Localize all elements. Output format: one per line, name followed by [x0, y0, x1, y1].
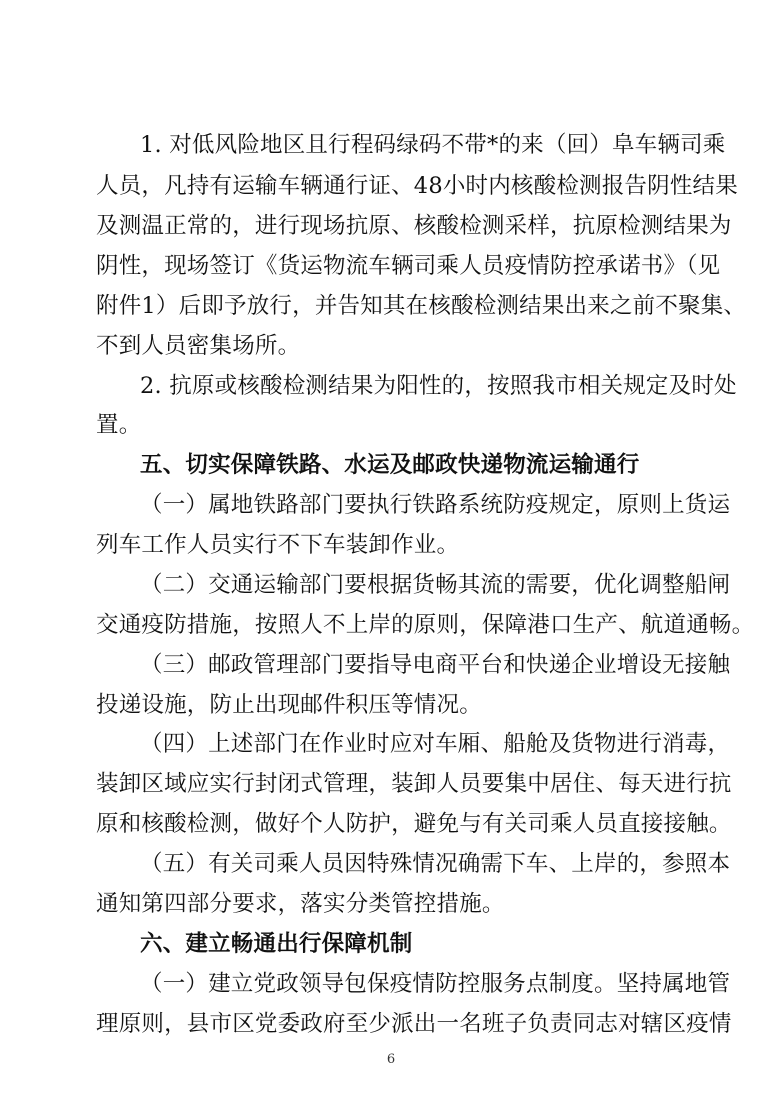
paragraph-line: （四）上述部门在作业时应对车厢、船舱及货物进行消毒，: [140, 731, 731, 757]
section-heading: 六、建立畅通出行保障机制: [140, 931, 413, 957]
paragraph-line: 列车工作人员实行不下车装卸作业。: [96, 532, 460, 558]
paragraph-line: （二）交通运输部门要根据货畅其流的需要，优化调整船闸: [140, 572, 731, 598]
paragraph-line: 装卸区域应实行封闭式管理，装卸人员要集中居住、每天进行抗: [96, 771, 732, 797]
paragraph-line: 1. 对低风险地区且行程码绿码不带*的来（回）阜车辆司乘: [140, 132, 726, 158]
paragraph-line: （三）邮政管理部门要指导电商平台和快递企业增设无接触: [140, 652, 731, 678]
paragraph-line: （一）属地铁路部门要执行铁路系统防疫规定，原则上货运: [140, 492, 731, 518]
paragraph-line: 投递设施，防止出现邮件积压等情况。: [96, 692, 482, 718]
page-number: 6: [386, 1052, 396, 1067]
paragraph-line: 2. 抗原或核酸检测结果为阳性的，按照我市相关规定及时处: [140, 373, 737, 399]
paragraph-line: 置。: [96, 412, 142, 438]
paragraph-line: （一）建立党政领导包保疫情防控服务点制度。坚持属地管: [140, 971, 731, 997]
paragraph-line: 理原则，县市区党委政府至少派出一名班子负责同志对辖区疫情: [96, 1011, 732, 1037]
paragraph-line: 通知第四部分要求，落实分类管控措施。: [96, 891, 505, 917]
paragraph-line: （五）有关司乘人员因特殊情况确需下车、上岸的，参照本: [140, 851, 731, 877]
paragraph-line: 及测温正常的，进行现场抗原、核酸检测采样，抗原检测结果为: [96, 213, 732, 239]
paragraph-line: 不到人员密集场所。: [96, 333, 301, 359]
paragraph-line: 交通疫防措施，按照人不上岸的原则，保障港口生产、航道通畅。: [96, 612, 755, 638]
section-heading: 五、切实保障铁路、水运及邮政快递物流运输通行: [140, 452, 640, 478]
paragraph-line: 附件1）后即予放行，并告知其在核酸检测结果出来之前不聚集、: [96, 293, 747, 319]
paragraph-line: 原和核酸检测，做好个人防护，避免与有关司乘人员直接接触。: [96, 811, 732, 837]
paragraph-line: 人员，凡持有运输车辆通行证、48小时内核酸检测报告阴性结果: [96, 173, 738, 199]
paragraph-line: 阴性，现场签订《货运物流车辆司乘人员疫情防控承诺书》（见: [96, 253, 721, 279]
